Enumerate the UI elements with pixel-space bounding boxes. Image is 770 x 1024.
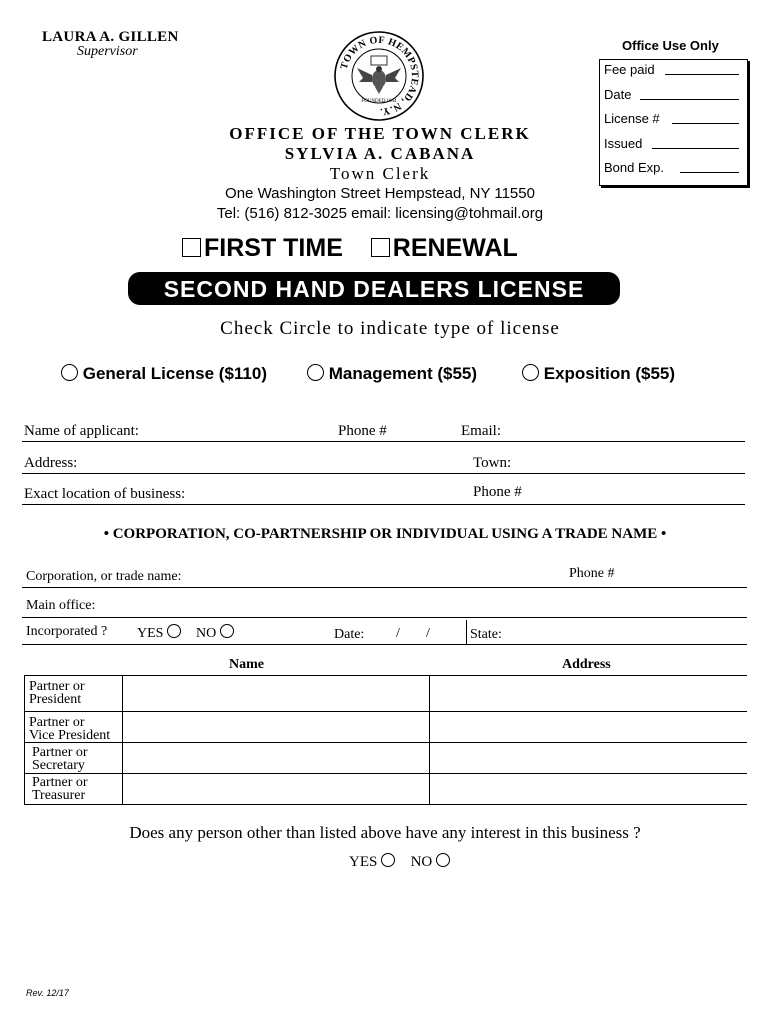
town-seal-icon	[333, 30, 425, 122]
vice-president-role-line1: Partner or	[29, 715, 85, 730]
interest-no-radio[interactable]	[436, 853, 450, 867]
office-use-box	[599, 59, 748, 186]
license-number-label: License #	[604, 111, 660, 126]
address-line[interactable]	[22, 473, 745, 474]
secretary-role-line1: Partner or	[32, 745, 88, 760]
business-phone-label: Phone #	[473, 484, 522, 500]
office-use-title: Office Use Only	[622, 38, 719, 53]
management-radio[interactable]	[307, 364, 324, 381]
business-location-line[interactable]	[22, 504, 745, 505]
exposition-label: Exposition ($55)	[543, 364, 676, 383]
incorporated-line[interactable]	[22, 644, 747, 645]
date-separator-2: /	[426, 626, 430, 641]
secretary-role	[32, 746, 88, 772]
main-office-line[interactable]	[22, 617, 747, 618]
interest-yes-radio[interactable]	[381, 853, 395, 867]
clerk-name: SYLVIA A. CABANA	[284, 144, 476, 163]
applicant-name-label: Name of applicant:	[24, 423, 139, 439]
secretary-address-cell[interactable]	[430, 743, 746, 773]
supervisor-name: LAURA A. GILLEN	[42, 29, 179, 45]
main-office-label: Main office:	[26, 598, 96, 613]
general-license-label: General License ($110)	[82, 364, 268, 383]
address-column-header: Address	[562, 657, 611, 672]
fee-paid-field[interactable]	[665, 74, 739, 75]
general-license-radio[interactable]	[61, 364, 78, 381]
interest-question: Does any person other than listed above have any interest in this business ?	[129, 823, 641, 842]
treasurer-role	[32, 776, 88, 802]
revision-note: Rev. 12/17	[26, 988, 69, 998]
office-address: One Washington Street Hempstead, NY 11550	[225, 185, 535, 202]
applicant-name-line[interactable]	[22, 441, 745, 442]
vice-president-address-cell[interactable]	[430, 712, 746, 742]
instruction-text: Check Circle to indicate type of license	[220, 318, 560, 339]
supervisor-title: Supervisor	[77, 44, 138, 59]
license-banner: SECOND HAND DEALERS LICENSE	[128, 272, 620, 305]
vice-president-role-line2: Vice President	[29, 728, 111, 743]
office-contact: Tel: (516) 812-3025 email: licensing@tohmail.org	[216, 205, 544, 222]
address-label: Address:	[24, 455, 78, 471]
corporation-heading: • CORPORATION, CO-PARTNERSHIP OR INDIVIDUAL USING A TRADE NAME •	[103, 526, 667, 542]
issued-label: Issued	[604, 136, 643, 151]
state-label: State:	[470, 627, 502, 642]
license-number-field[interactable]	[672, 123, 739, 124]
incorporation-date-label: Date:	[334, 627, 365, 642]
office-title: OFFICE OF THE TOWN CLERK	[229, 124, 531, 143]
treasurer-role-line2: Treasurer	[32, 788, 86, 803]
treasurer-role-line1: Partner or	[32, 775, 88, 790]
seal-founded: FOUNDED 1644	[361, 99, 397, 104]
incorporated-no-radio[interactable]	[220, 624, 234, 638]
vice-president-name-cell[interactable]	[123, 712, 428, 742]
treasurer-address-cell[interactable]	[430, 774, 746, 804]
president-name-cell[interactable]	[123, 676, 428, 711]
exposition-radio[interactable]	[522, 364, 539, 381]
date-field[interactable]	[640, 99, 739, 100]
trade-name-line[interactable]	[22, 587, 747, 588]
business-location-label: Exact location of business:	[24, 486, 186, 502]
seal-ring-text: TOWN OF HEMPSTEAD, N.Y.	[338, 34, 421, 118]
applicant-email-label: Email:	[461, 423, 501, 439]
vice-president-role	[29, 716, 110, 742]
first-time-label: FIRST TIME	[204, 234, 343, 262]
president-role-line2: President	[29, 692, 82, 707]
applicant-phone-label: Phone #	[338, 423, 387, 439]
fee-paid-label: Fee paid	[604, 62, 655, 77]
management-label: Management ($55)	[328, 364, 478, 383]
town-label: Town:	[473, 455, 512, 471]
date-label: Date	[604, 87, 632, 102]
secretary-role-line2: Secretary	[32, 758, 85, 773]
name-column-header: Name	[229, 657, 264, 672]
issued-field[interactable]	[652, 148, 739, 149]
incorporated-label: Incorporated ?	[26, 624, 108, 639]
first-time-checkbox[interactable]	[182, 238, 201, 257]
bond-exp-field[interactable]	[680, 172, 739, 173]
president-address-cell[interactable]	[430, 676, 746, 711]
trade-name-label: Corporation, or trade name:	[26, 569, 182, 584]
incorporated-no-label: NO	[195, 626, 217, 641]
incorporated-yes-label: YES	[137, 626, 164, 641]
interest-yes-label: YES	[349, 854, 378, 870]
incorporated-yes-radio[interactable]	[167, 624, 181, 638]
renewal-label: RENEWAL	[392, 234, 518, 262]
renewal-checkbox[interactable]	[371, 238, 390, 257]
president-role-line1: Partner or	[29, 679, 85, 694]
corporation-phone-label: Phone #	[569, 566, 615, 581]
secretary-name-cell[interactable]	[123, 743, 428, 773]
bond-exp-label: Bond Exp.	[604, 160, 664, 175]
clerk-title: Town Clerk	[329, 164, 431, 183]
date-separator-1: /	[396, 626, 400, 641]
interest-no-label: NO	[410, 854, 433, 870]
treasurer-name-cell[interactable]	[123, 774, 428, 804]
president-role	[29, 680, 85, 706]
